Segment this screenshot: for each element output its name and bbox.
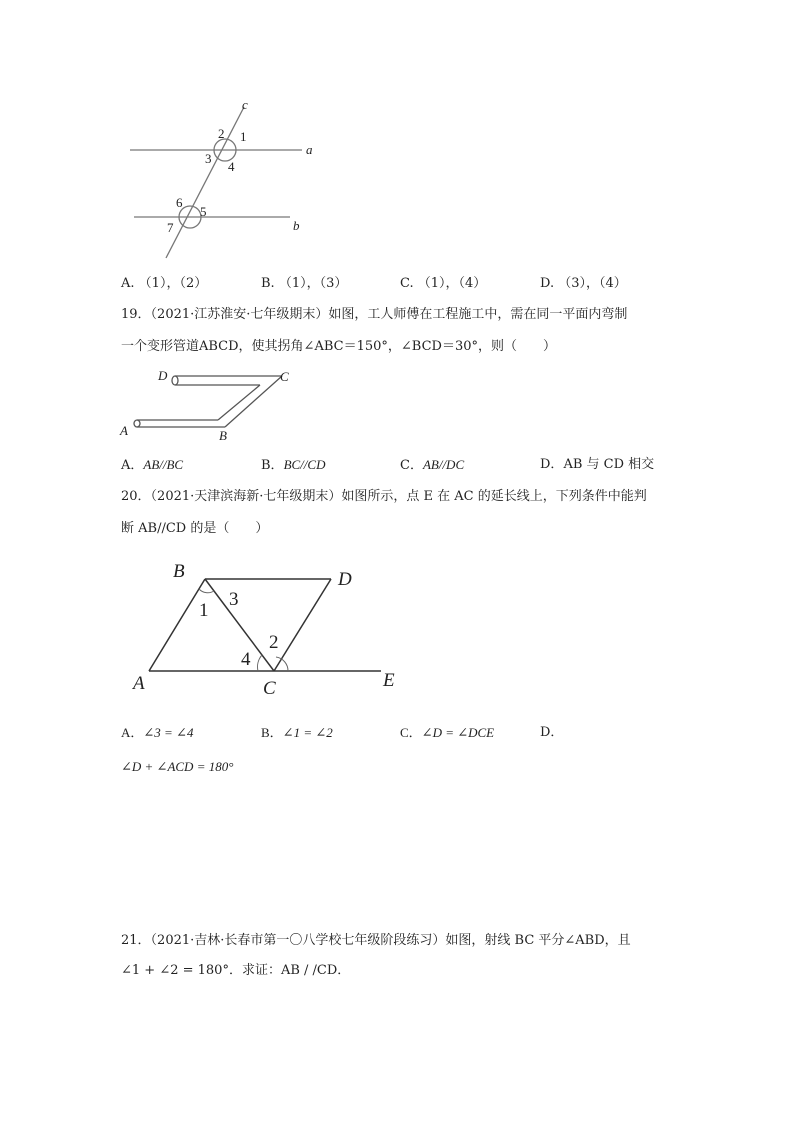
- q18-option-a: A. （1），（2）: [121, 276, 208, 291]
- q19-stem-line1: 19．（2021·江苏淮安·七年级期末）如图，工人师傅在工程施工中，需在同一平面内弯制: [121, 307, 628, 322]
- angle-6-label: 6: [176, 195, 183, 210]
- q18-option-d: D. （3），（4）: [540, 276, 627, 291]
- angle-1-label: 1: [240, 129, 247, 144]
- pipe-point-d: D: [158, 368, 168, 383]
- line-a-label: a: [306, 142, 313, 157]
- q19-option-a: A．AB//BC: [121, 457, 184, 473]
- q19-stem-line2: 一个变形管道ABCD，使其拐角∠ABC＝150°，∠BCD＝30°，则（ ）: [121, 339, 556, 354]
- pipe-point-c: C: [280, 369, 289, 384]
- pipe-point-a: A: [120, 423, 128, 438]
- point-b-label: B: [173, 561, 185, 582]
- angle-3-label: 3: [205, 151, 212, 166]
- q18-option-b: B. （1），（3）: [261, 276, 348, 291]
- q21-stem-line1: 21．（2021·吉林·长春市第一〇八学校七年级阶段练习）如图，射线 BC 平分∠ABD，且: [121, 933, 631, 948]
- line-b-label: b: [293, 218, 300, 233]
- angle-4-label: 4: [241, 649, 251, 670]
- angle-4-label: 4: [228, 159, 235, 174]
- point-d-label: D: [338, 569, 352, 590]
- q19-option-b: B．BC//CD: [261, 457, 326, 473]
- angle-2-label: 2: [269, 632, 279, 653]
- angle-1-label: 1: [199, 600, 209, 621]
- angle-5-label: 5: [200, 204, 207, 219]
- angle-3-label: 3: [229, 589, 239, 610]
- q20-stem-line1: 20．（2021·天津滨海新·七年级期末）如图所示，点 E 在 AC 的延长线上，下列条件中能判: [121, 489, 647, 504]
- angle-7-label: 7: [167, 220, 174, 235]
- q18-option-c: C. （1），（4）: [400, 276, 487, 291]
- figure-19-pipe: [115, 365, 305, 445]
- q20-option-c: C．∠D = ∠DCE: [400, 725, 495, 740]
- q20-option-b: B．∠1 = ∠2: [261, 725, 333, 740]
- q21-stem-line2: ∠1 + ∠2 = 180°．求证：AB / /CD．: [121, 963, 351, 978]
- q20-option-a: A．∠3 = ∠4: [121, 725, 194, 740]
- figure-20-parallelogram: [125, 555, 415, 700]
- q19-option-d: D．AB 与 CD 相交: [540, 457, 655, 472]
- angle-2-label: 2: [218, 126, 225, 141]
- q20-option-d-text: ∠D + ∠ACD = 180°: [121, 759, 234, 774]
- line-c-label: c: [242, 97, 248, 112]
- figure-18-parallel-lines: [120, 95, 330, 265]
- q19-option-c: C．AB//DC: [400, 457, 465, 473]
- point-c-label: C: [263, 678, 276, 699]
- pipe-point-b: B: [219, 428, 227, 443]
- point-e-label: E: [383, 670, 395, 691]
- q20-option-d-letter: D．: [540, 725, 564, 740]
- point-a-label: A: [133, 673, 145, 694]
- q20-stem-line2: 断 AB//CD 的是（ ）: [121, 521, 269, 536]
